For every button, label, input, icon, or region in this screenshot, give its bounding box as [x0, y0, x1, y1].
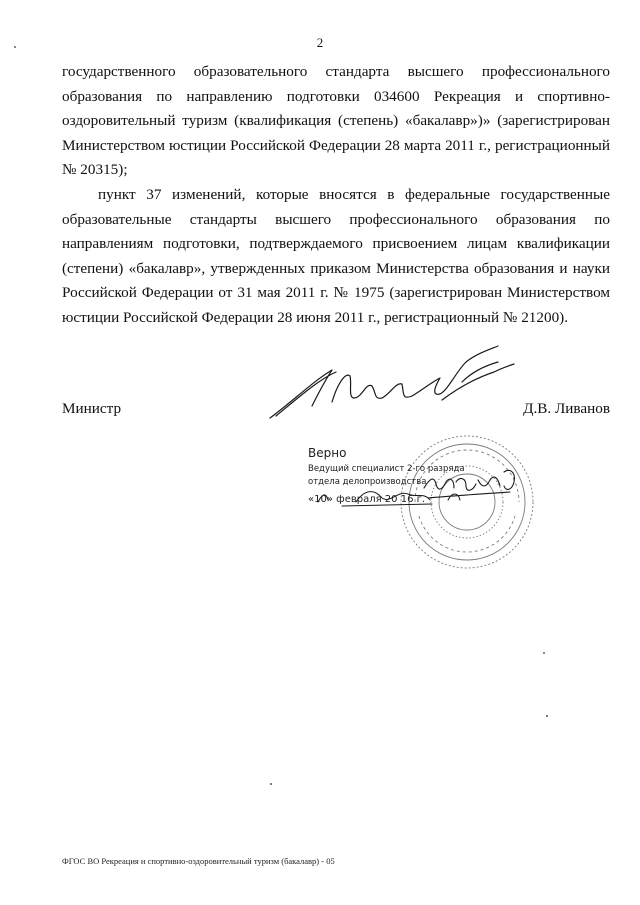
scan-speck [546, 715, 548, 717]
paragraph-2: пункт 37 изменений, которые вносятся в федеральные государственные образовательные стандарты высшего профессионального образования по направлениям подготовки, подтверждаемого присвоением лицам квалификации (степени) «бакалавр», утвержденных приказом Министерства образования и науки Российской Федерации от 31 мая 2011 г. № 1975 (зарегистрирован Министерством юстиции Российской Федерации 28 июня 2011 г., регистрационный № 21200). [62, 185, 610, 326]
cert-title: Верно [308, 446, 347, 460]
document-body [62, 60, 610, 331]
scan-speck [14, 46, 16, 48]
scan-speck [270, 783, 272, 785]
document-footer: ФГОС ВО Рекреация и спортивно-оздоровительный туризм (бакалавр) - 05 [62, 856, 335, 866]
minister-name: Д.В. Ливанов [523, 400, 610, 417]
minister-title: Министр [62, 400, 122, 417]
paragraph-1: государственного образовательного стандарта высшего профессионального образования по направлению подготовки 034600 Рекреация и спортивно-оздоровительный туризм (квалификация (степень) «бакалавр»)» (зарегистрирован Министерством юстиции Российской Федерации 28 марта 2011 г., регистрационный № 20315); [62, 63, 610, 179]
cert-position: Ведущий специалист 2-го разряда [308, 464, 465, 474]
cert-date: «10» февраля 20 16 г. [308, 494, 426, 505]
page-number: 2 [316, 35, 324, 50]
scan-speck [543, 652, 545, 654]
handwritten-date [312, 480, 482, 508]
signature-row [62, 400, 610, 422]
cert-department: отдела делопроизводства [308, 477, 427, 487]
